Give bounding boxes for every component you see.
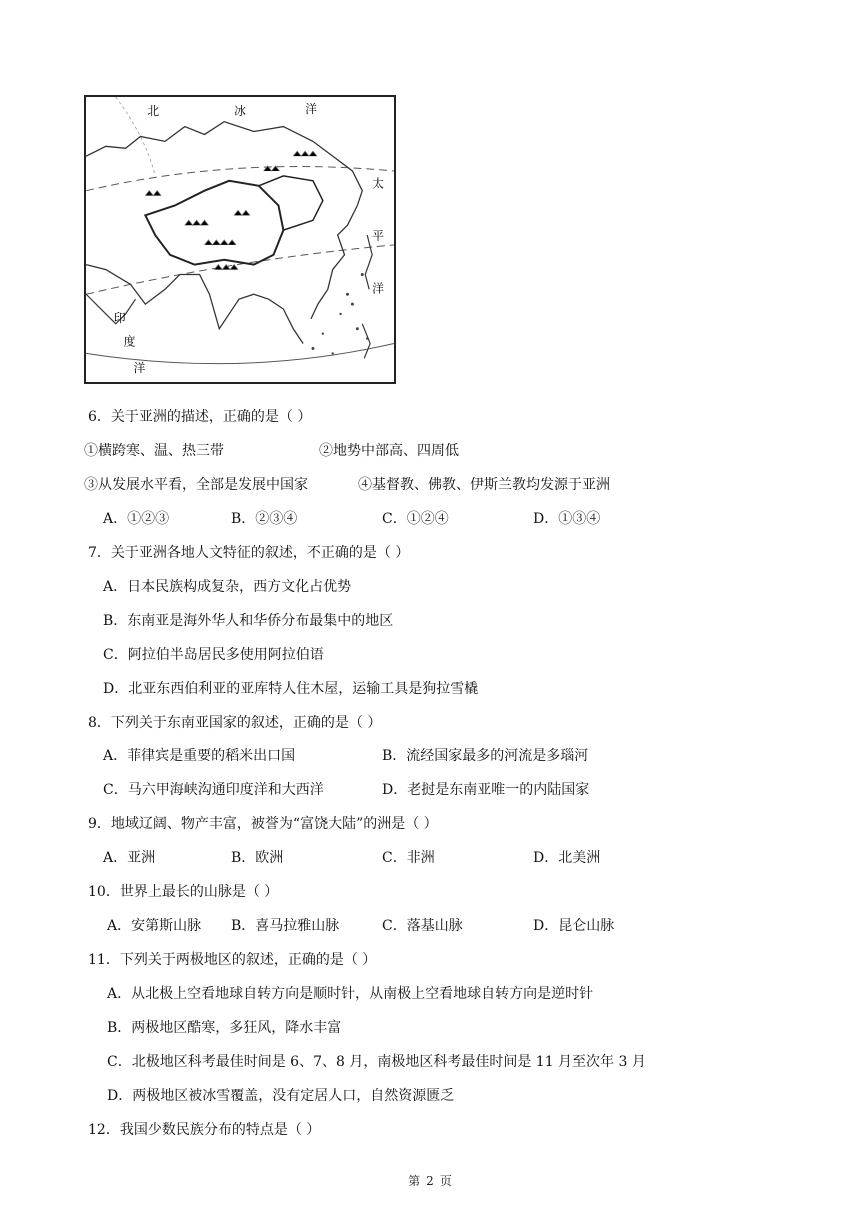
q6-option-d[interactable]: D．①③④ — [533, 511, 601, 527]
question-10-stem: 10．世界上最长的山脉是（ ） — [88, 884, 279, 900]
q7-option-b[interactable]: B．东南亚是海外华人和华侨分布最集中的地区 — [103, 613, 394, 629]
question-6-stem: 6．关于亚洲的描述，正确的是（ ） — [88, 409, 312, 425]
q9-option-b[interactable]: B．欧洲 — [231, 850, 284, 866]
q6-statement-3: ③从发展水平看，全部是发展中国家 — [84, 477, 308, 493]
question-12-stem: 12．我国少数民族分布的特点是（ ） — [88, 1122, 321, 1138]
q8-option-b[interactable]: B．流经国家最多的河流是多瑙河 — [382, 748, 589, 764]
q9-option-a[interactable]: A．亚洲 — [103, 850, 156, 866]
question-7-stem: 7．关于亚洲各地人文特征的叙述，不正确的是（ ） — [88, 545, 410, 561]
map-label-du: 度 — [123, 334, 136, 349]
q6-statement-4: ④基督教、佛教、伊斯兰教均发源于亚洲 — [358, 477, 610, 493]
q6-statement-1: ①横跨寒、温、热三带 — [84, 443, 224, 459]
q6-option-c[interactable]: C．①②④ — [382, 511, 449, 527]
map-label-yin: 印 — [113, 310, 126, 325]
map-label-tai: 太 — [372, 176, 384, 191]
question-9-stem: 9．地域辽阔、物产丰富，被誉为“富饶大陆”的洲是（ ） — [88, 816, 438, 832]
q7-option-d[interactable]: D．北亚东西伯利亚的亚库特人住木屋，运输工具是狗拉雪橇 — [103, 681, 479, 697]
q7-option-c[interactable]: C．阿拉伯半岛居民多使用阿拉伯语 — [103, 647, 324, 663]
q8-option-a[interactable]: A．菲律宾是重要的稻米出口国 — [103, 748, 296, 764]
q9-option-d[interactable]: D．北美洲 — [533, 850, 601, 866]
q8-option-c[interactable]: C．马六甲海峡沟通印度洋和大西洋 — [103, 782, 324, 798]
footer-suffix: 页 — [439, 1174, 452, 1188]
q11-option-d[interactable]: D．两极地区被冰雪覆盖，没有定居人口，自然资源匮乏 — [107, 1088, 455, 1104]
page-number: 2 — [426, 1174, 434, 1188]
q7-option-a[interactable]: A．日本民族构成复杂，西方文化占优势 — [103, 579, 352, 595]
q9-option-c[interactable]: C．非洲 — [382, 850, 435, 866]
page-footer — [0, 1172, 860, 1189]
question-8-stem: 8．下列关于东南亚国家的叙述，正确的是（ ） — [88, 715, 382, 731]
q6-statement-2: ②地势中部高、四周低 — [319, 443, 459, 459]
q11-option-b[interactable]: B．两极地区酷寒，多狂风，降水丰富 — [107, 1020, 342, 1036]
q8-option-d[interactable]: D．老挝是东南亚唯一的内陆国家 — [382, 782, 590, 798]
map-label-bei: 北 — [147, 103, 160, 118]
map-label-bing: 冰 — [234, 103, 246, 118]
map-label-yang-right: 洋 — [372, 281, 384, 296]
q6-option-b[interactable]: B．②③④ — [231, 511, 298, 527]
q11-option-a[interactable]: A．从北极上空看地球自转方向是顺时针，从南极上空看地球自转方向是逆时针 — [107, 986, 594, 1002]
asia-map — [84, 95, 396, 384]
map-label-ping: 平 — [372, 228, 384, 243]
asia-map-drawing — [86, 97, 394, 382]
q10-option-a[interactable]: A．安第斯山脉 — [107, 918, 202, 934]
q10-option-b[interactable]: B．喜马拉雅山脉 — [231, 918, 340, 934]
q10-option-c[interactable]: C．落基山脉 — [382, 918, 463, 934]
q11-option-c[interactable]: C．北极地区科考最佳时间是 6、7、8 月，南极地区科考最佳时间是 11 月至次年 3 月 — [107, 1054, 646, 1070]
footer-prefix: 第 — [408, 1174, 421, 1188]
q6-option-a[interactable]: A．①②③ — [103, 511, 170, 527]
map-label-yang-top: 洋 — [305, 101, 317, 116]
q10-option-d[interactable]: D．昆仑山脉 — [533, 918, 615, 934]
question-11-stem: 11．下列关于两极地区的叙述，正确的是（ ） — [88, 952, 377, 968]
map-label-yang-bottom: 洋 — [133, 361, 146, 376]
